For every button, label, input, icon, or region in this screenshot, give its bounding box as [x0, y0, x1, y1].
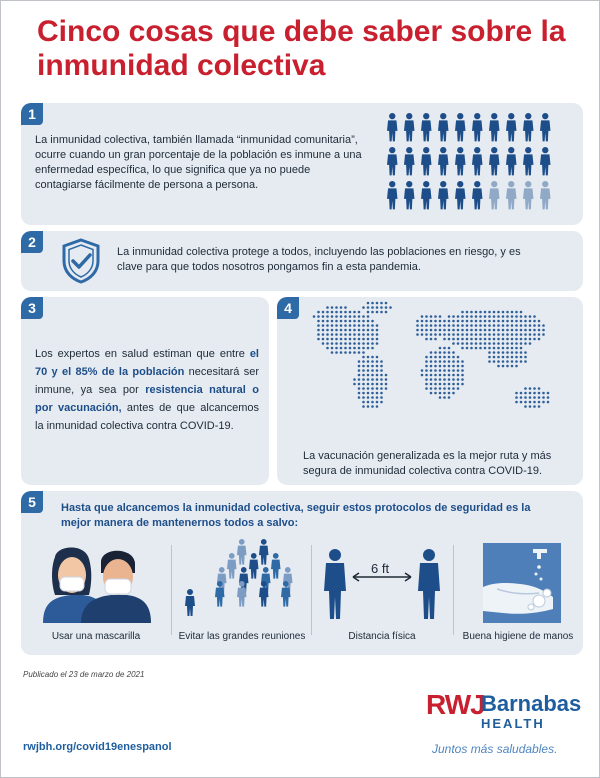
- mask-icon: [35, 543, 155, 623]
- immune-person-icon: [455, 113, 466, 141]
- immune-person-icon: [387, 147, 398, 175]
- susceptible-person-icon: [523, 181, 534, 209]
- susceptible-person-icon: [540, 181, 551, 209]
- logo-barnabas: Barnabas: [481, 691, 582, 716]
- item-label-crowd: Evitar las grandes reuniones: [178, 631, 306, 642]
- crowd-person-icon: [237, 539, 247, 565]
- divider: [311, 545, 312, 635]
- card-3-highlight-1: el 70 y el 85% de la población: [35, 348, 259, 378]
- card-5: [21, 491, 583, 655]
- immune-person-icon: [455, 181, 466, 209]
- card-3: [21, 297, 269, 485]
- distance-icon: [319, 547, 449, 623]
- immune-person-icon: [540, 113, 551, 141]
- website-link[interactable]: rwjbh.org/covid19enespanol: [23, 741, 172, 753]
- card-1-text: La inmunidad colectiva, también llamada “inmunidad comunitaria”, ocurre cuando un gran porcentaje de la población es inmune a una enfermedad específica, lo que significa que ya no puede contagiarse fácilmente de persona a persona.: [35, 134, 362, 191]
- card-2: [21, 231, 583, 291]
- immune-person-icon: [506, 147, 517, 175]
- item-label-mask: Usar una mascarilla: [51, 631, 141, 642]
- people-grid-icon: [387, 113, 559, 213]
- crowd-person-icon: [249, 553, 259, 579]
- immune-person-icon: [404, 147, 415, 175]
- immune-person-icon: [472, 147, 483, 175]
- card-2-text: La inmunidad colectiva protege a todos, incluyendo las poblaciones en riesgo, y es clave para que todos nosotros pongamos fin a esta pandemia.: [117, 246, 521, 273]
- item-label-handwash: Buena higiene de manos: [462, 631, 574, 642]
- immune-person-icon: [523, 113, 534, 141]
- card-number: 1: [21, 103, 43, 125]
- divider: [171, 545, 172, 635]
- handwash-icon: [483, 543, 561, 623]
- immune-person-icon: [489, 147, 500, 175]
- divider: [453, 545, 454, 635]
- immune-person-icon: [387, 113, 398, 141]
- crowd-person-icon: [271, 553, 281, 579]
- immune-person-icon: [438, 113, 449, 141]
- logo-rwj: RWJ: [426, 689, 485, 720]
- published-date: Publicado el 23 de marzo de 2021: [23, 670, 145, 679]
- crowd-icon: [177, 539, 307, 619]
- card-3-text-c: antes de que alcancemos la inmunidad colectiva contra COVID-19.: [35, 402, 260, 432]
- card-1: [21, 103, 583, 225]
- crowd-person-icon: [259, 539, 269, 565]
- world-map-icon: [303, 301, 573, 431]
- crowd-person-icon: [227, 553, 237, 579]
- immune-person-icon: [404, 181, 415, 209]
- immune-person-icon: [472, 181, 483, 209]
- card-3-text-b: necesitará ser inmune, ya sea por: [35, 366, 259, 396]
- immune-person-icon: [506, 113, 517, 141]
- immune-person-icon: [489, 113, 500, 141]
- distance-value: 6 ft: [371, 561, 390, 576]
- immune-person-icon: [421, 181, 432, 209]
- item-label-distance: Distancia física: [348, 631, 416, 642]
- map-dots: [313, 302, 550, 408]
- susceptible-person-icon: [489, 181, 500, 209]
- card-4-text: La vacunación generalizada es la mejor ruta y más segura de inmunidad colectiva contra COVID-19.: [303, 450, 552, 477]
- immune-person-icon: [472, 113, 483, 141]
- immune-person-icon: [421, 147, 432, 175]
- immune-person-icon: [438, 147, 449, 175]
- immune-person-icon: [523, 147, 534, 175]
- card-5-heading: Hasta que alcancemos la inmunidad colectiva, seguir estos protocolos de seguridad es la mejor manera de mantenernos todos a salvo:: [61, 502, 531, 529]
- logo-health: HEALTH: [481, 716, 545, 731]
- card-3-text-a: Los expertos en salud estiman que entre: [35, 348, 250, 360]
- single-person-icon: [185, 589, 195, 616]
- shield-check-icon: [59, 237, 103, 285]
- card-number: 2: [21, 231, 43, 253]
- card-number: 3: [21, 297, 43, 319]
- susceptible-person-icon: [506, 181, 517, 209]
- immune-person-icon: [387, 181, 398, 209]
- immune-person-icon: [455, 147, 466, 175]
- card-3-text: [35, 345, 259, 435]
- immune-person-icon: [421, 113, 432, 141]
- tagline: Juntos más saludables.: [432, 742, 558, 756]
- immune-person-icon: [404, 113, 415, 141]
- card-3-highlight-2: resistencia natural o por vacunación,: [35, 384, 259, 414]
- card-number: 4: [277, 297, 299, 319]
- card-number: 5: [21, 491, 43, 513]
- immune-person-icon: [540, 147, 551, 175]
- card-4: [277, 297, 583, 485]
- page-title: Cinco cosas que debe saber sobre la inmunidad colectiva: [37, 15, 566, 82]
- immune-person-icon: [438, 181, 449, 209]
